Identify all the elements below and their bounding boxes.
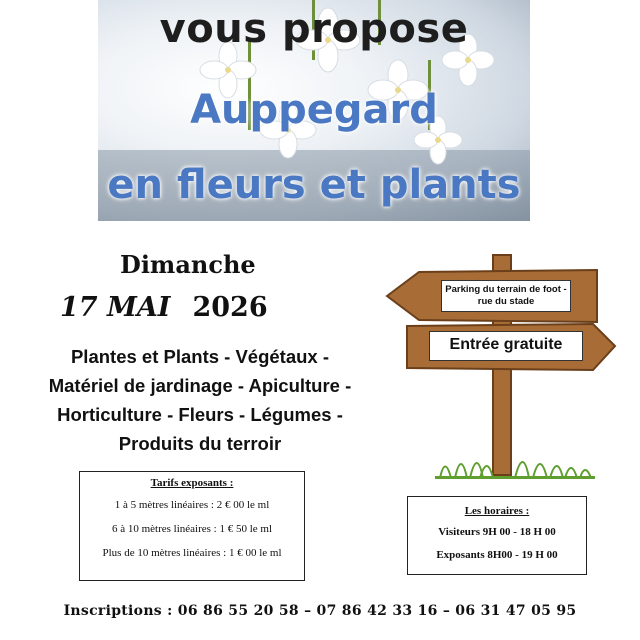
- tarifs-row: 6 à 10 mètres linéaires : 1 € 50 le ml: [111, 523, 273, 535]
- products-line: Matériel de jardinage - Apiculture -: [48, 375, 352, 396]
- event-date-daymonth: 17 MAI: [60, 292, 171, 323]
- tarifs-box: [79, 471, 305, 581]
- horaires-row: Exposants 8H00 - 19 H 00: [436, 549, 558, 561]
- banner-subtitle: vous propose: [159, 6, 469, 52]
- products-line: Horticulture - Fleurs - Légumes -: [57, 404, 343, 425]
- tarifs-row: Plus de 10 mètres linéaires : 1 € 00 le ml: [102, 547, 282, 559]
- banner-title-town: Auppegard: [190, 87, 438, 133]
- products-line: Produits du terroir: [118, 433, 282, 454]
- banner-title-event: en fleurs et plants: [107, 162, 521, 208]
- inscriptions-phones: Inscriptions : 06 86 55 20 58 – 07 86 42 33 16 – 06 31 47 05 95: [63, 603, 577, 619]
- tarifs-row: 1 à 5 mètres linéaires : 2 € 00 le ml: [114, 499, 270, 511]
- event-day: Dimanche: [120, 250, 256, 279]
- parking-sign-label: Parking du terrain de foot - rue du stade: [441, 280, 571, 312]
- products-line: Plantes et Plants - Végétaux -: [70, 346, 330, 367]
- entree-sign-label: Entrée gratuite: [429, 331, 583, 361]
- banner-photo: [98, 0, 530, 221]
- event-date-year: 2026: [192, 292, 268, 323]
- event-date: [60, 292, 340, 323]
- horaires-row: Visiteurs 9H 00 - 18 H 00: [438, 526, 556, 538]
- tarifs-heading: Tarifs exposants :: [150, 477, 234, 489]
- horaires-box: [407, 496, 587, 575]
- products-list: [30, 342, 370, 458]
- horaires-heading: Les horaires :: [464, 505, 530, 517]
- signpost: [385, 250, 625, 486]
